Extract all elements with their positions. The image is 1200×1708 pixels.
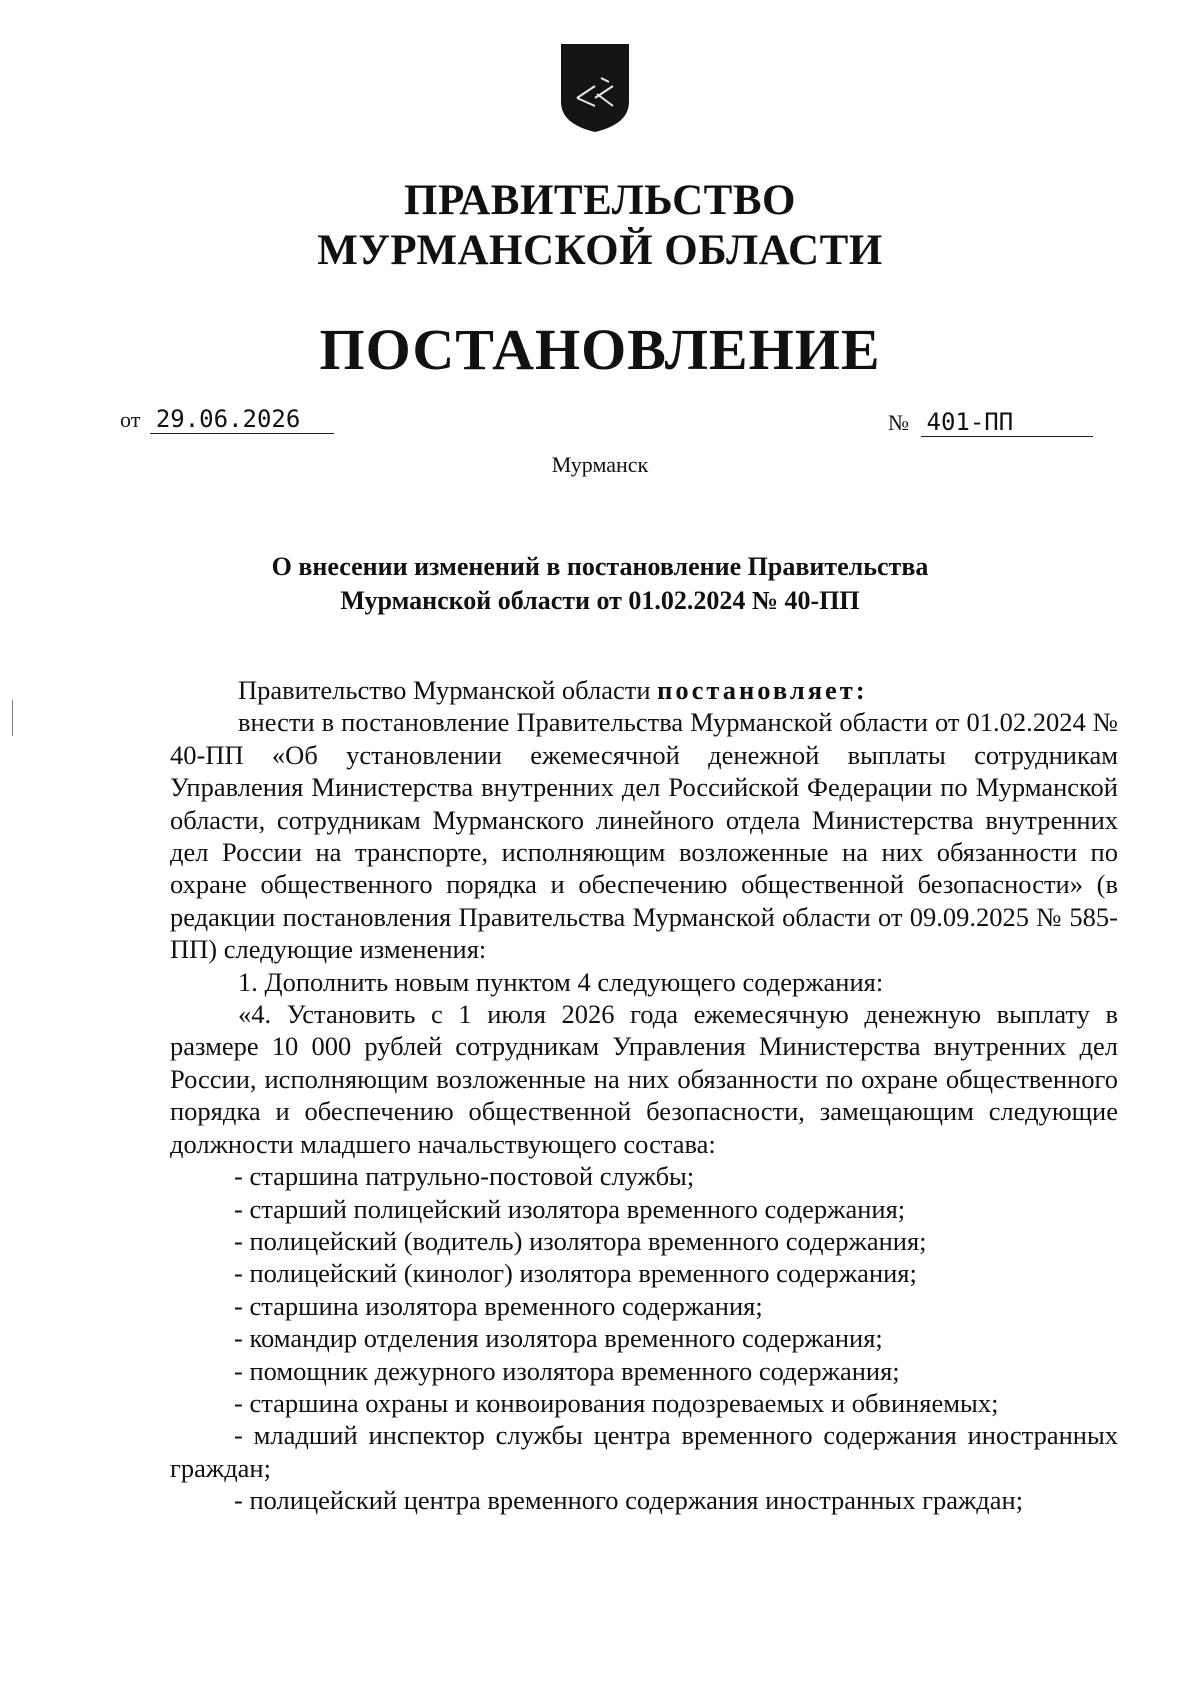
position-item: - полицейский (кинолог) изолятора временного содержания; bbox=[234, 1258, 917, 1289]
document-number: 401-ПП bbox=[921, 408, 1093, 437]
position-item: - помощник дежурного изолятора временного содержания; bbox=[234, 1355, 900, 1386]
intro-text: Правительство Мурманской области bbox=[238, 675, 658, 705]
document-date: 29.06.2026 bbox=[150, 405, 334, 434]
intro-emphasis: постановляет: bbox=[657, 675, 868, 705]
position-item: - старшина охраны и конвоирования подозреваемых и обвиняемых; bbox=[234, 1387, 999, 1418]
position-item: - старший полицейский изолятора временного содержания; bbox=[234, 1193, 906, 1224]
number-prefix: № bbox=[888, 410, 909, 435]
subject-line2: Мурманской области от 01.02.2024 № 40-ПП bbox=[340, 586, 860, 615]
main-paragraph: внести в постановление Правительства Мурманской области от 01.02.2024 № 40-ПП «Об установлении ежемесячной денежной выплаты сотрудникам Управления Министерства внутренних дел Российской Федерации по Мурманской области, сотрудникам Мурманского линейного отдела Министерства внутренних дел России на транспорте, исполняющим возложенные на них обязанности по охране общественного порядка и обеспечению общественной безопасности» (в редакции постановления Правительства Мурманской области от 09.09.2025 № 585-ПП) следующие изменения: bbox=[170, 707, 1118, 965]
organization-name-line1: ПРАВИТЕЛЬСТВО bbox=[404, 177, 796, 224]
date-block bbox=[120, 405, 334, 434]
organization-name-line2: МУРМАНСКОЙ ОБЛАСТИ bbox=[317, 227, 883, 274]
document-type-title: ПОСТАНОВЛЕНИЕ bbox=[319, 317, 881, 382]
position-item: - младший инспектор службы центра временного содержания иностранных граждан; bbox=[170, 1420, 1118, 1483]
subject-line1: О внесении изменений в постановление Правительства bbox=[271, 552, 929, 581]
position-item: - полицейский (водитель) изолятора временного содержания; bbox=[234, 1225, 927, 1256]
position-item: - старшина изолятора временного содержания; bbox=[234, 1290, 763, 1321]
intro-paragraph bbox=[170, 674, 1118, 706]
item-1-quote: «4. Установить с 1 июля 2026 года ежемесячную денежную выплату в размере 10 000 рублей сотрудникам Управления Министерства внутренних дел России, исполняющим возложенные на них обязанности по охране общественного порядка и обеспечению общественной безопасности, замещающим следующие должности младшего начальствующего состава: bbox=[170, 999, 1118, 1159]
position-item: - старшина патрульно-постовой службы; bbox=[234, 1161, 695, 1192]
document-body bbox=[170, 674, 1118, 1517]
position-item: - полицейский центра временного содержания иностранных граждан; bbox=[234, 1485, 1024, 1516]
city-name: Мурманск bbox=[551, 452, 649, 477]
number-block bbox=[888, 408, 1093, 437]
position-item: - командир отделения изолятора временного содержания; bbox=[234, 1323, 883, 1354]
coat-of-arms-emblem bbox=[557, 40, 633, 136]
scan-edge-mark bbox=[12, 700, 13, 736]
date-prefix: от bbox=[120, 407, 141, 432]
item-1: 1. Дополнить новым пунктом 4 следующего содержания: bbox=[238, 966, 884, 997]
